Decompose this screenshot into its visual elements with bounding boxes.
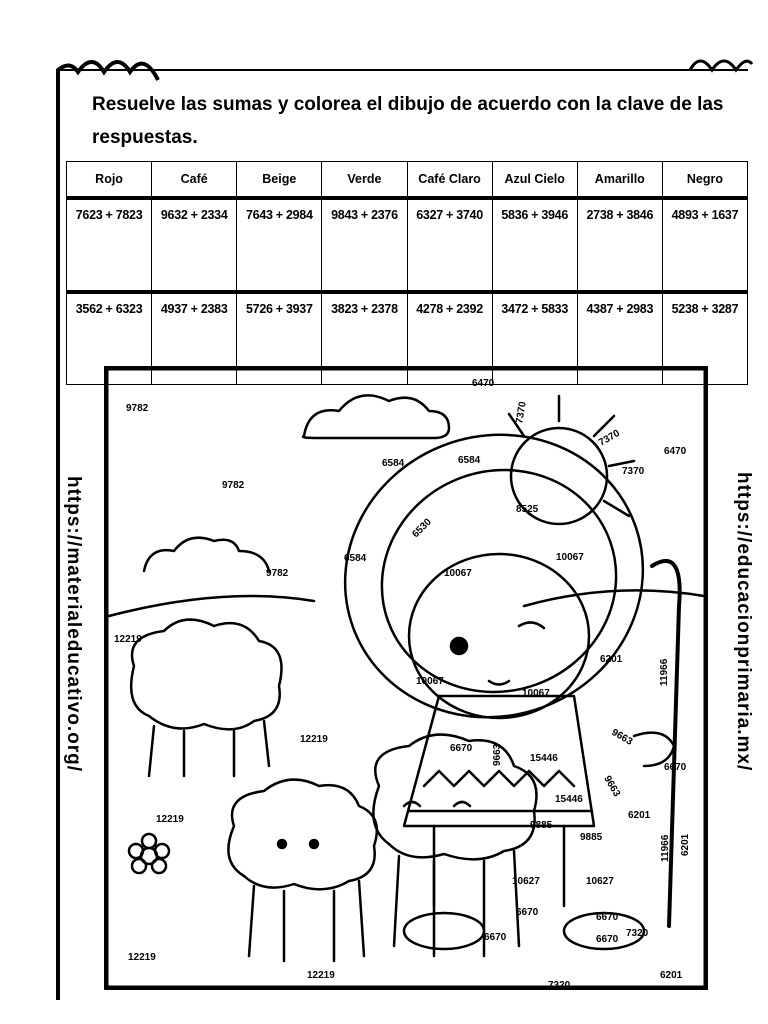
header-rojo: Rojo xyxy=(67,162,152,199)
sheep xyxy=(131,620,281,730)
sum-cell: 9632 + 2334 xyxy=(152,198,237,292)
picture-number-label: 6670 xyxy=(664,762,687,773)
picture-number-label: 9782 xyxy=(126,403,149,414)
picture-number-label: 7320 xyxy=(548,980,571,990)
picture-number-label: 10067 xyxy=(556,552,584,563)
picture-number-label: 9885 xyxy=(530,820,553,831)
picture-number-label: 6201 xyxy=(628,810,651,821)
left-watermark-url: https://materialeducativo.org/ xyxy=(63,476,84,773)
picture-number-label: 12219 xyxy=(300,734,328,745)
sum-cell: 4937 + 2383 xyxy=(152,292,237,385)
picture-number-label: 6670 xyxy=(596,912,619,923)
header-azul-cielo: Azul Cielo xyxy=(492,162,577,199)
header-beige: Beige xyxy=(237,162,322,199)
sum-cell: 2738 + 3846 xyxy=(577,198,662,292)
picture-number-label: 9663 xyxy=(609,727,635,748)
mouth xyxy=(489,681,509,685)
sheep-legs xyxy=(249,881,364,961)
hat-brim xyxy=(305,393,683,759)
sheep-legs xyxy=(149,721,269,776)
picture-number-label: 8525 xyxy=(516,504,539,515)
picture-number-label: 9663 xyxy=(492,743,503,766)
sum-cell: 4278 + 2392 xyxy=(407,292,492,385)
picture-number-label: 12219 xyxy=(307,970,335,981)
staff xyxy=(652,561,680,926)
picture-number-label: 6584 xyxy=(458,455,481,466)
picture-number-label: 6470 xyxy=(472,378,495,389)
hat-inner xyxy=(350,437,647,724)
color-key-table xyxy=(66,161,748,385)
picture-number-label: 10627 xyxy=(586,876,614,887)
picture-number-label: 10067 xyxy=(522,688,550,699)
picture-number-label: 9782 xyxy=(266,568,289,579)
right-watermark-url: https://educacionprimaria.mx/ xyxy=(733,472,754,772)
legs xyxy=(434,826,564,906)
sum-cell: 5238 + 3287 xyxy=(662,292,747,385)
picture-number-label: 10067 xyxy=(444,568,472,579)
hand xyxy=(634,733,674,766)
tunic-zigzag xyxy=(424,771,574,786)
face xyxy=(409,554,589,718)
picture-number-label: 12219 xyxy=(156,814,184,825)
coloring-picture xyxy=(104,366,708,990)
sum-cell: 9843 + 2376 xyxy=(322,198,407,292)
sum-cell: 4893 + 1637 xyxy=(662,198,747,292)
picture-number-label: 6670 xyxy=(516,907,539,918)
sum-cell: 5836 + 3946 xyxy=(492,198,577,292)
picture-number-label: 12219 xyxy=(128,952,156,963)
sum-cell: 5726 + 3937 xyxy=(237,292,322,385)
header-verde: Verde xyxy=(322,162,407,199)
picture-number-label: 10627 xyxy=(512,876,540,887)
table-row xyxy=(67,198,748,292)
sandal xyxy=(404,913,484,949)
eye xyxy=(451,638,467,654)
picture-number-label: 9782 xyxy=(222,480,245,491)
picture-number-label: 15446 xyxy=(555,794,583,805)
eye-closed xyxy=(519,622,544,628)
sum-cell: 6327 + 3740 xyxy=(407,198,492,292)
picture-number-label: 6584 xyxy=(344,553,367,564)
picture-number-label: 12219 xyxy=(114,634,142,645)
picture-number-label: 7370 xyxy=(622,466,645,477)
picture-number-label: 6670 xyxy=(450,743,473,754)
cloud xyxy=(144,538,269,571)
picture-number-label: 11966 xyxy=(659,658,670,686)
header-amarillo: Amarillo xyxy=(577,162,662,199)
picture-number-label: 9885 xyxy=(580,832,603,843)
picture-number-label: 7370 xyxy=(597,427,622,449)
picture-number-label: 7370 xyxy=(514,400,529,425)
picture-number-label: 7320 xyxy=(626,928,649,939)
sum-cell: 7643 + 2984 xyxy=(237,198,322,292)
header-negro: Negro xyxy=(662,162,747,199)
picture-number-label: 6530 xyxy=(410,516,434,541)
sum-cell: 3562 + 6323 xyxy=(67,292,152,385)
header-cafe: Café xyxy=(152,162,237,199)
picture-number-label: 6470 xyxy=(664,446,687,457)
picture-number-label: 6201 xyxy=(600,654,623,665)
picture-number-label: 9663 xyxy=(601,774,623,799)
picture-number-label: 15446 xyxy=(530,753,558,764)
sum-cell: 7623 + 7823 xyxy=(67,198,152,292)
cloud xyxy=(303,395,449,438)
table-header-row xyxy=(67,162,748,199)
picture-number-label: 6201 xyxy=(660,970,683,981)
picture-number-label: 6201 xyxy=(680,833,691,856)
picture-number-label: 6584 xyxy=(382,458,405,469)
sum-cell: 3472 + 5833 xyxy=(492,292,577,385)
sum-cell: 3823 + 2378 xyxy=(322,292,407,385)
picture-number-label: 11966 xyxy=(660,834,671,862)
header-cafe-claro: Café Claro xyxy=(407,162,492,199)
picture-number-label: 6670 xyxy=(596,934,619,945)
picture-number-label: 10067 xyxy=(416,676,444,687)
sheep xyxy=(228,780,376,890)
page-title: Resuelve las sumas y colorea el dibujo de acuerdo con la clave de las respuestas. xyxy=(92,94,724,148)
picture-number-label: 6670 xyxy=(484,932,507,943)
sum-cell: 4387 + 2983 xyxy=(577,292,662,385)
